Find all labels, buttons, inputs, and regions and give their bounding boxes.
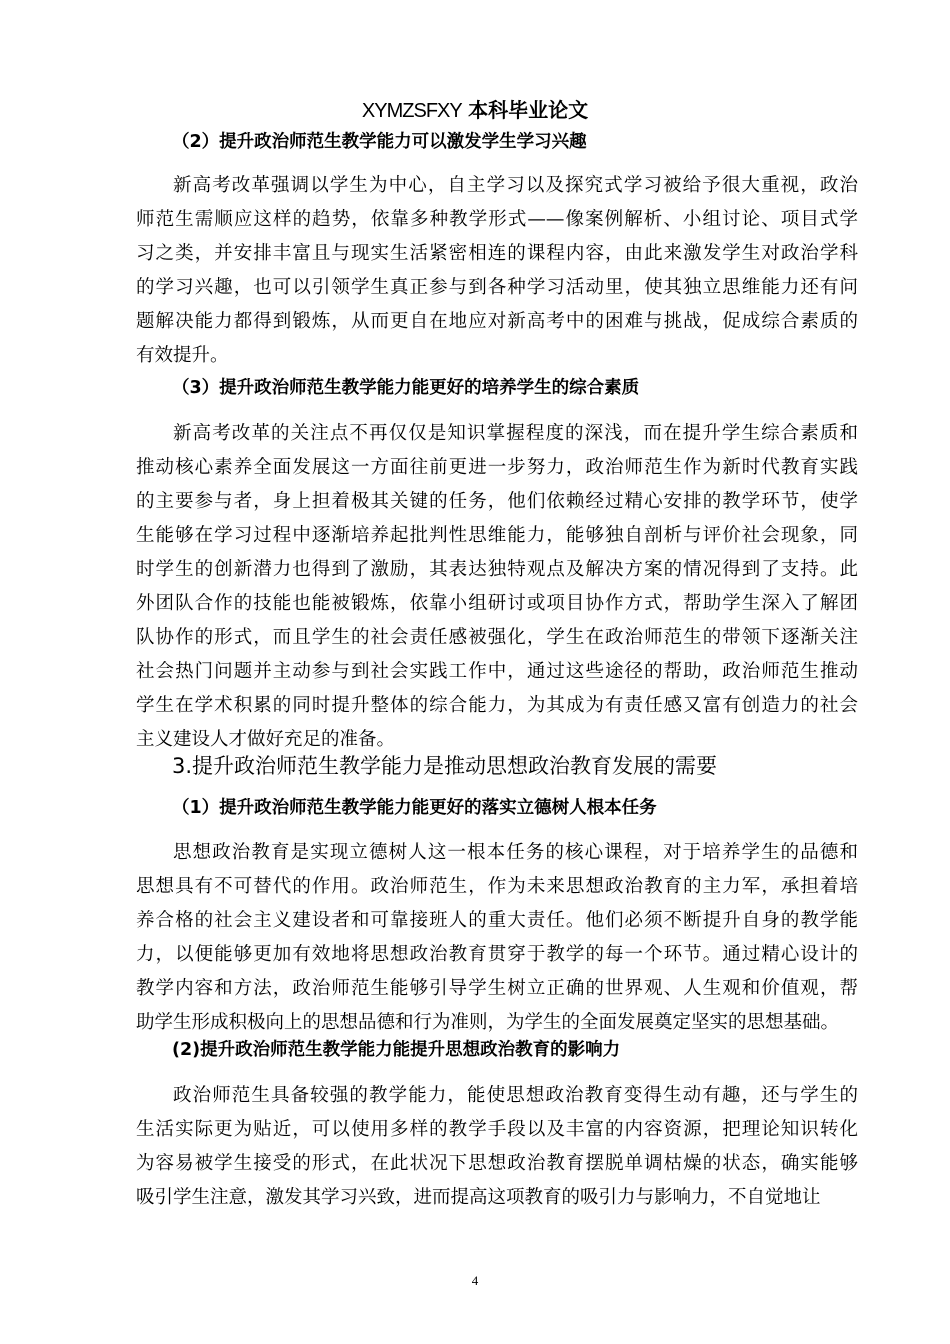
paragraph-moral <box>136 836 858 1040</box>
paragraph-line: 生活实际更为贴近，可以使用多样的教学手段以及丰富的内容资源，把理论知识转化 <box>136 1119 858 1140</box>
paragraph-line: 政治师范生具备较强的教学能力，能使思想政治教育变得生动有趣，还与学生的 <box>173 1085 858 1106</box>
paragraph-line: 的主要参与者，身上担着极其关键的任务，他们依赖经过精心安排的教学环节，使学 <box>136 491 858 512</box>
paragraph-line: 养合格的社会主义建设者和可靠接班人的重大责任。他们必须不断提升自身的教学能 <box>136 910 858 931</box>
paragraph-quality <box>136 417 858 757</box>
paragraph-line: 习之类，并安排丰富且与现实生活紧密相连的课程内容，由此来激发学生对政治学科 <box>136 243 858 264</box>
subheading-1-moral: （1）提升政治师范生教学能力能更好的落实立德树人根本任务 <box>172 798 657 818</box>
subheading-2-interest: （2）提升政治师范生教学能力可以激发学生学习兴趣 <box>172 132 587 152</box>
paragraph-line: 时学生的创新潜力也得到了激励，其表达独特观点及解决方案的情况得到了支持。此 <box>136 559 858 580</box>
paragraph-line: 队协作的形式，而且学生的社会责任感被强化，学生在政治师范生的带领下逐渐关注 <box>136 627 858 648</box>
header-title: 本科毕业论文 <box>468 98 589 122</box>
paragraph-line: 为容易被学生接受的形式，在此状况下思想政治教育摆脱单调枯燥的状态，确实能够 <box>136 1153 858 1174</box>
paragraph-line: 师范生需顺应这样的趋势，依靠多种教学形式——像案例解析、小组讨论、项目式学 <box>136 209 858 230</box>
paragraph-line: 推动核心素养全面发展这一方面往前更进一步努力，政治师范生作为新时代教育实践 <box>136 457 858 478</box>
paragraph-line: 新高考改革强调以学生为中心，自主学习以及探究式学习被给予很大重视，政治 <box>173 175 858 196</box>
paragraph-line: 有效提升。 <box>136 345 229 366</box>
paragraph-line: 社会热门问题并主动参与到社会实践工作中，通过这些途径的帮助，政治师范生推动 <box>136 661 858 682</box>
paragraph-line: 教学内容和方法，政治师范生能够引导学生树立正确的世界观、人生观和价值观，帮 <box>136 978 858 999</box>
paragraph-line: 的学习兴趣，也可以引领学生真正参与到各种学习活动里，使其独立思维能力还有问 <box>136 277 858 298</box>
paragraph-line: 思想具有不可替代的作用。政治师范生，作为未来思想政治教育的主力军，承担着培 <box>136 876 858 897</box>
section-heading-3: 3.提升政治师范生教学能力是推动思想政治教育发展的需要 <box>172 754 718 778</box>
paragraph-line: 助学生形成积极向上的思想品德和行为准则，为学生的全面发展奠定坚实的思想基础。 <box>136 1012 840 1033</box>
paragraph-influence <box>136 1079 858 1215</box>
paragraph-line: 学生在学术积累的同时提升整体的综合能力，为其成为有责任感又富有创造力的社会 <box>136 695 858 716</box>
paragraph-line: 题解决能力都得到锻炼，从而更自在地应对新高考中的困难与挑战，促成综合素质的 <box>136 311 858 332</box>
paragraph-line: 吸引学生注意，激发其学习兴致，进而提高这项教育的吸引力与影响力，不自觉地让 <box>136 1187 821 1208</box>
paragraph-line: 外团队合作的技能也能被锻炼，依靠小组研讨或项目协作方式，帮助学生深入了解团 <box>136 593 858 614</box>
subheading-3-quality: （3）提升政治师范生教学能力能更好的培养学生的综合素质 <box>172 378 640 398</box>
subheading-2-influence: (2)提升政治师范生教学能力能提升思想政治教育的影响力 <box>172 1040 621 1060</box>
paragraph-line: 生能够在学习过程中逐渐培养起批判性思维能力，能够独自剖析与评价社会现象，同 <box>136 525 858 546</box>
paragraph-interest <box>136 169 858 373</box>
paragraph-line: 力，以便能够更加有效地将思想政治教育贯穿于教学的每一个环节。通过精心设计的 <box>136 944 858 965</box>
page-number: 4 <box>471 1273 479 1288</box>
paragraph-line: 新高考改革的关注点不再仅仅是知识掌握程度的深浅，而在提升学生综合素质和 <box>173 423 858 444</box>
paragraph-line: 思想政治教育是实现立德树人这一根本任务的核心课程，对于培养学生的品德和 <box>173 842 858 863</box>
page-header <box>0 94 950 123</box>
paragraph-line: 主义建设人才做好充足的准备。 <box>136 729 396 750</box>
header-school-code: XYMZSFXY <box>361 100 462 122</box>
